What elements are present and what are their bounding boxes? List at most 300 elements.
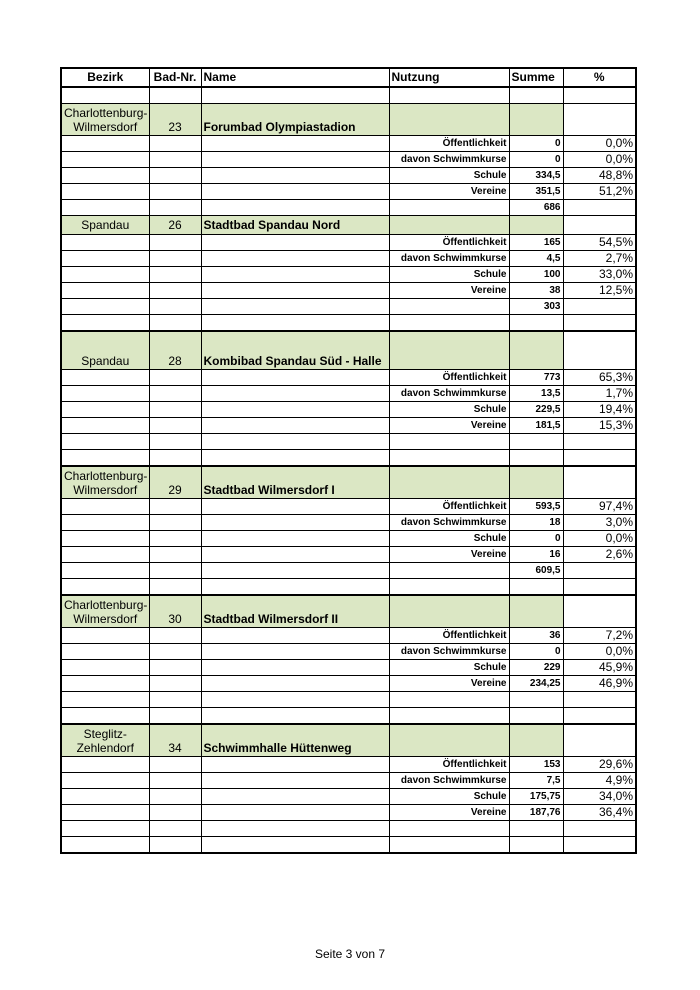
usage-row [61,402,636,418]
pool-badnr: 30 [149,595,201,628]
usage-row [61,386,636,402]
usage-label: davon Schwimmkurse [389,152,509,168]
pool-total: 686 [509,200,563,216]
usage-pct: 0,0% [563,152,636,168]
header-pct: % [563,68,636,87]
pool-nutzung-cell [389,466,509,499]
empty-cell [61,531,149,547]
empty-cell [201,547,389,563]
empty-cell [389,821,509,837]
empty-cell [509,708,563,725]
empty-cell [389,837,509,854]
empty-cell [201,805,389,821]
header-name: Name [201,68,389,87]
empty-cell [201,757,389,773]
empty-cell [563,299,636,315]
pool-bezirk: Spandau [61,216,149,235]
pool-total: 303 [509,299,563,315]
empty-cell [61,547,149,563]
pool-nutzung-cell [389,216,509,235]
pool-nutzung-cell [389,331,509,370]
empty-cell [61,708,149,725]
empty-cell [149,660,201,676]
empty-cell [61,579,149,596]
empty-cell [149,184,201,200]
usage-sum: 0 [509,136,563,152]
usage-row [61,168,636,184]
usage-label: davon Schwimmkurse [389,515,509,531]
empty-cell [149,418,201,434]
empty-cell [149,434,201,450]
empty-cell [61,450,149,467]
usage-sum: 18 [509,515,563,531]
usage-label: Öffentlichkeit [389,499,509,515]
usage-label: Öffentlichkeit [389,628,509,644]
empty-cell [149,283,201,299]
usage-row [61,660,636,676]
usage-label: Schule [389,267,509,283]
empty-cell [61,837,149,854]
pool-name: Forumbad Olympiastadion [201,104,389,136]
empty-cell [149,515,201,531]
empty-cell [201,200,389,216]
pool-total: 609,5 [509,563,563,579]
empty-cell [61,267,149,283]
empty-cell [149,168,201,184]
usage-sum: 38 [509,283,563,299]
empty-cell [149,315,201,332]
spacer-row [61,708,636,725]
empty-cell [61,821,149,837]
usage-sum: 0 [509,531,563,547]
total-row [61,821,636,837]
empty-cell [61,168,149,184]
empty-cell [201,644,389,660]
empty-cell [149,152,201,168]
empty-cell [61,628,149,644]
empty-cell [149,251,201,267]
usage-label: Vereine [389,184,509,200]
empty-cell [389,692,509,708]
usage-sum: 0 [509,644,563,660]
pool-summe-cell [509,595,563,628]
empty-cell [201,386,389,402]
empty-cell [389,87,509,104]
usage-label: davon Schwimmkurse [389,773,509,789]
empty-cell [61,283,149,299]
pool-header-row [61,104,636,136]
empty-cell [563,708,636,725]
pool-bezirk: Charlottenburg-Wilmersdorf [61,595,149,628]
pool-total [509,692,563,708]
usage-row [61,152,636,168]
empty-cell [201,789,389,805]
usage-pct: 0,0% [563,136,636,152]
empty-cell [149,370,201,386]
usage-label: Vereine [389,676,509,692]
usage-pct: 46,9% [563,676,636,692]
pool-bezirk: Charlottenburg-Wilmersdorf [61,104,149,136]
total-row [61,200,636,216]
empty-cell [201,676,389,692]
empty-cell [201,370,389,386]
empty-cell [201,515,389,531]
pool-header-row [61,216,636,235]
usage-label: Öffentlichkeit [389,136,509,152]
empty-cell [149,299,201,315]
usage-sum: 229,5 [509,402,563,418]
usage-pct: 2,7% [563,251,636,267]
empty-cell [563,837,636,854]
usage-row [61,805,636,821]
usage-pct: 54,5% [563,235,636,251]
empty-cell [61,251,149,267]
empty-cell [563,563,636,579]
empty-cell [201,299,389,315]
pool-badnr: 23 [149,104,201,136]
empty-cell [509,579,563,596]
usage-row [61,499,636,515]
usage-label: Vereine [389,805,509,821]
pool-badnr: 28 [149,331,201,370]
usage-sum: 773 [509,370,563,386]
usage-label: Vereine [389,547,509,563]
empty-cell [563,692,636,708]
empty-cell [61,563,149,579]
usage-pct: 34,0% [563,789,636,805]
empty-cell [201,251,389,267]
empty-cell [389,434,509,450]
empty-cell [61,434,149,450]
empty-cell [201,434,389,450]
usage-row [61,283,636,299]
pool-header-row [61,595,636,628]
spacer-row [61,837,636,854]
usage-label: Öffentlichkeit [389,370,509,386]
usage-row [61,370,636,386]
empty-cell [201,821,389,837]
total-row [61,692,636,708]
empty-cell [201,692,389,708]
usage-sum: 100 [509,267,563,283]
usage-row [61,644,636,660]
usage-label: Vereine [389,283,509,299]
usage-row [61,773,636,789]
empty-cell [201,283,389,299]
usage-pct: 4,9% [563,773,636,789]
total-row [61,299,636,315]
total-row [61,434,636,450]
usage-sum: 153 [509,757,563,773]
pool-summe-cell [509,724,563,757]
empty-cell [389,563,509,579]
pool-header-row [61,724,636,757]
usage-sum: 181,5 [509,418,563,434]
pool-name: Kombibad Spandau Süd - Halle [201,331,389,370]
empty-cell [201,136,389,152]
empty-cell [61,757,149,773]
empty-cell [149,757,201,773]
empty-cell [389,315,509,332]
header-badnr: Bad-Nr. [149,68,201,87]
usage-sum: 165 [509,235,563,251]
usage-label: Schule [389,168,509,184]
usage-label: davon Schwimmkurse [389,386,509,402]
empty-cell [201,579,389,596]
usage-sum: 13,5 [509,386,563,402]
spacer-row [61,450,636,467]
empty-cell [201,450,389,467]
empty-cell [201,315,389,332]
usage-row [61,136,636,152]
pool-name: Schwimmhalle Hüttenweg [201,724,389,757]
pool-name: Stadtbad Wilmersdorf I [201,466,389,499]
header-summe: Summe [509,68,563,87]
usage-sum: 229 [509,660,563,676]
empty-cell [509,837,563,854]
empty-cell [201,267,389,283]
usage-sum: 593,5 [509,499,563,515]
empty-cell [563,579,636,596]
usage-sum: 175,75 [509,789,563,805]
pool-nutzung-cell [389,104,509,136]
empty-cell [61,136,149,152]
usage-label: Schule [389,660,509,676]
usage-pct: 29,6% [563,757,636,773]
usage-pct: 0,0% [563,531,636,547]
pool-header-row [61,466,636,499]
empty-cell [509,87,563,104]
empty-cell [389,299,509,315]
usage-row [61,267,636,283]
empty-cell [509,450,563,467]
empty-cell [61,660,149,676]
usage-row [61,676,636,692]
empty-cell [149,789,201,805]
empty-cell [61,87,149,104]
usage-row [61,789,636,805]
empty-cell [61,805,149,821]
empty-cell [201,837,389,854]
usage-pct: 15,3% [563,418,636,434]
header-bezirk: Bezirk [61,68,149,87]
pool-pct-cell [563,595,636,628]
usage-pct: 1,7% [563,386,636,402]
empty-cell [149,267,201,283]
usage-row [61,251,636,267]
usage-sum: 0 [509,152,563,168]
usage-pct: 36,4% [563,805,636,821]
pool-pct-cell [563,104,636,136]
pool-pct-cell [563,331,636,370]
empty-cell [61,386,149,402]
empty-cell [61,789,149,805]
empty-cell [149,821,201,837]
empty-cell [201,628,389,644]
empty-cell [149,450,201,467]
empty-cell [509,315,563,332]
usage-label: Schule [389,402,509,418]
empty-cell [563,87,636,104]
empty-cell [201,418,389,434]
usage-row [61,628,636,644]
empty-cell [61,515,149,531]
empty-cell [61,499,149,515]
empty-cell [149,708,201,725]
pool-summe-cell [509,216,563,235]
empty-cell [61,402,149,418]
page-footer: Seite 3 von 7 [314,947,386,961]
empty-cell [149,628,201,644]
usage-pct: 65,3% [563,370,636,386]
pool-summe-cell [509,331,563,370]
empty-cell [149,386,201,402]
empty-cell [201,402,389,418]
empty-cell [201,499,389,515]
empty-cell [149,563,201,579]
empty-cell [61,644,149,660]
pool-bezirk: Spandau [61,331,149,370]
pool-total [509,434,563,450]
usage-pct: 48,8% [563,168,636,184]
empty-cell [61,692,149,708]
usage-sum: 234,25 [509,676,563,692]
usage-label: Schule [389,789,509,805]
usage-row [61,184,636,200]
empty-cell [149,805,201,821]
empty-cell [201,773,389,789]
empty-cell [389,708,509,725]
empty-cell [149,692,201,708]
empty-cell [61,152,149,168]
empty-cell [201,235,389,251]
empty-cell [201,708,389,725]
empty-cell [201,87,389,104]
usage-pct: 97,4% [563,499,636,515]
usage-row [61,531,636,547]
empty-cell [563,434,636,450]
usage-row [61,547,636,563]
spacer-row [61,87,636,104]
usage-sum: 351,5 [509,184,563,200]
empty-cell [149,531,201,547]
empty-cell [149,200,201,216]
empty-cell [563,200,636,216]
empty-cell [563,315,636,332]
empty-cell [149,773,201,789]
pool-nutzung-cell [389,595,509,628]
pool-badnr: 26 [149,216,201,235]
empty-cell [61,773,149,789]
usage-label: davon Schwimmkurse [389,251,509,267]
usage-table [60,67,637,854]
pool-bezirk: Charlottenburg-Wilmersdorf [61,466,149,499]
header-row [61,68,636,87]
empty-cell [389,200,509,216]
empty-cell [389,579,509,596]
empty-cell [201,563,389,579]
usage-sum: 4,5 [509,251,563,267]
usage-row [61,235,636,251]
usage-row [61,418,636,434]
empty-cell [201,660,389,676]
usage-pct: 45,9% [563,660,636,676]
pool-header-row [61,331,636,370]
pool-bezirk: Steglitz-Zehlendorf [61,724,149,757]
empty-cell [201,152,389,168]
usage-pct: 7,2% [563,628,636,644]
usage-pct: 33,0% [563,267,636,283]
pool-badnr: 29 [149,466,201,499]
empty-cell [61,200,149,216]
empty-cell [61,418,149,434]
pool-pct-cell [563,466,636,499]
usage-sum: 36 [509,628,563,644]
empty-cell [149,402,201,418]
empty-cell [149,547,201,563]
empty-cell [389,450,509,467]
empty-cell [149,579,201,596]
total-row [61,563,636,579]
pool-pct-cell [563,724,636,757]
empty-cell [149,644,201,660]
empty-cell [149,676,201,692]
usage-label: Schule [389,531,509,547]
header-nutzung: Nutzung [389,68,509,87]
pool-nutzung-cell [389,724,509,757]
empty-cell [61,299,149,315]
empty-cell [61,235,149,251]
usage-row [61,515,636,531]
empty-cell [149,837,201,854]
usage-sum: 187,76 [509,805,563,821]
empty-cell [61,370,149,386]
usage-label: Öffentlichkeit [389,235,509,251]
pool-name: Stadtbad Wilmersdorf II [201,595,389,628]
pool-summe-cell [509,466,563,499]
usage-label: Öffentlichkeit [389,757,509,773]
usage-pct: 12,5% [563,283,636,299]
usage-row [61,757,636,773]
usage-pct: 2,6% [563,547,636,563]
pool-name: Stadtbad Spandau Nord [201,216,389,235]
empty-cell [563,821,636,837]
spacer-row [61,579,636,596]
pool-badnr: 34 [149,724,201,757]
empty-cell [149,499,201,515]
usage-pct: 51,2% [563,184,636,200]
usage-label: Vereine [389,418,509,434]
empty-cell [563,450,636,467]
empty-cell [61,676,149,692]
usage-label: davon Schwimmkurse [389,644,509,660]
usage-pct: 0,0% [563,644,636,660]
pool-total [509,821,563,837]
pool-summe-cell [509,104,563,136]
empty-cell [61,184,149,200]
usage-sum: 16 [509,547,563,563]
pool-pct-cell [563,216,636,235]
spacer-row [61,315,636,332]
empty-cell [201,184,389,200]
empty-cell [201,531,389,547]
empty-cell [201,168,389,184]
usage-pct: 3,0% [563,515,636,531]
usage-sum: 334,5 [509,168,563,184]
usage-pct: 19,4% [563,402,636,418]
empty-cell [61,315,149,332]
empty-cell [149,87,201,104]
